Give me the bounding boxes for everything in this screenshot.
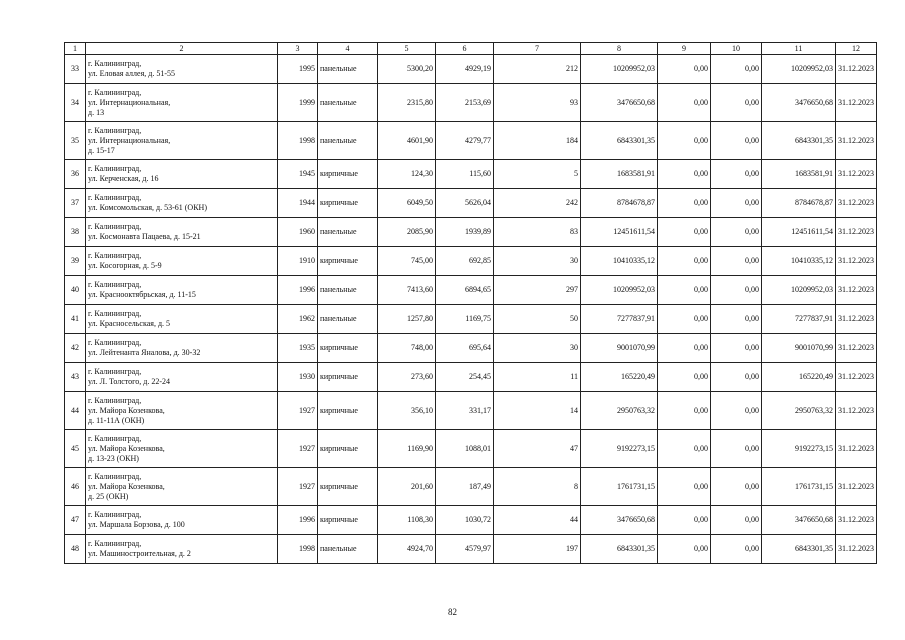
amount-cell: 9001070,99 [581,334,658,363]
count-cell: 8 [494,468,581,506]
table-body [65,55,877,564]
count-cell: 50 [494,305,581,334]
address-cell: г. Калининград, ул. Машиностроительная, д. 2 [86,535,278,564]
material-cell: кирпичные [318,430,378,468]
date-cell: 31.12.2023 [836,363,877,392]
row-number: 43 [65,363,86,392]
total-cell: 12451611,54 [762,218,836,247]
table-row [65,55,877,84]
value-10-cell: 0,00 [711,506,762,535]
area-total-cell: 745,00 [378,247,436,276]
address-cell: г. Калининград, ул. Керченская, д. 16 [86,160,278,189]
amount-cell: 10209952,03 [581,276,658,305]
amount-cell: 1761731,15 [581,468,658,506]
year-cell: 1935 [278,334,318,363]
count-cell: 197 [494,535,581,564]
column-header-3: 3 [278,43,318,55]
material-cell: кирпичные [318,468,378,506]
value-10-cell: 0,00 [711,430,762,468]
value-9-cell: 0,00 [658,189,711,218]
count-cell: 83 [494,218,581,247]
count-cell: 212 [494,55,581,84]
value-9-cell: 0,00 [658,84,711,122]
value-10-cell: 0,00 [711,535,762,564]
material-cell: панельные [318,84,378,122]
material-cell: кирпичные [318,334,378,363]
amount-cell: 10410335,12 [581,247,658,276]
count-cell: 30 [494,247,581,276]
value-10-cell: 0,00 [711,84,762,122]
address-cell: г. Калининград, ул. Интернациональная, д. 13 [86,84,278,122]
value-9-cell: 0,00 [658,334,711,363]
count-cell: 44 [494,506,581,535]
material-cell: панельные [318,55,378,84]
address-cell: г. Калининград, ул. Краснооктябрьская, д. 11-15 [86,276,278,305]
value-9-cell: 0,00 [658,506,711,535]
material-cell: кирпичные [318,363,378,392]
value-9-cell: 0,00 [658,468,711,506]
page-number: 82 [448,607,457,617]
row-number: 48 [65,535,86,564]
table-row [65,468,877,506]
area-living-cell: 692,85 [436,247,494,276]
table-header-row [65,43,877,55]
date-cell: 31.12.2023 [836,430,877,468]
column-header-10: 10 [711,43,762,55]
value-10-cell: 0,00 [711,189,762,218]
year-cell: 1945 [278,160,318,189]
area-living-cell: 1030,72 [436,506,494,535]
year-cell: 1999 [278,84,318,122]
year-cell: 1930 [278,363,318,392]
total-cell: 10209952,03 [762,276,836,305]
area-total-cell: 2085,90 [378,218,436,247]
total-cell: 10209952,03 [762,55,836,84]
year-cell: 1995 [278,55,318,84]
date-cell: 31.12.2023 [836,84,877,122]
material-cell: кирпичные [318,160,378,189]
year-cell: 1960 [278,218,318,247]
count-cell: 5 [494,160,581,189]
year-cell: 1927 [278,468,318,506]
total-cell: 10410335,12 [762,247,836,276]
value-10-cell: 0,00 [711,247,762,276]
area-total-cell: 1108,30 [378,506,436,535]
value-10-cell: 0,00 [711,276,762,305]
area-total-cell: 273,60 [378,363,436,392]
amount-cell: 6843301,35 [581,535,658,564]
total-cell: 3476650,68 [762,84,836,122]
material-cell: панельные [318,305,378,334]
total-cell: 6843301,35 [762,535,836,564]
material-cell: панельные [318,122,378,160]
amount-cell: 7277837,91 [581,305,658,334]
row-number: 40 [65,276,86,305]
material-cell: кирпичные [318,506,378,535]
address-cell: г. Калининград, ул. Красносельская, д. 5 [86,305,278,334]
date-cell: 31.12.2023 [836,535,877,564]
material-cell: панельные [318,535,378,564]
area-total-cell: 4601,90 [378,122,436,160]
year-cell: 1927 [278,430,318,468]
count-cell: 93 [494,84,581,122]
address-cell: г. Калининград, ул. Косогорная, д. 5-9 [86,247,278,276]
amount-cell: 9192273,15 [581,430,658,468]
address-cell: г. Калининград, ул. Комсомольская, д. 53-61 (ОКН) [86,189,278,218]
table-row [65,276,877,305]
table-row [65,84,877,122]
column-header-4: 4 [318,43,378,55]
row-number: 44 [65,392,86,430]
row-number: 42 [65,334,86,363]
material-cell: кирпичные [318,392,378,430]
value-10-cell: 0,00 [711,160,762,189]
table-row [65,247,877,276]
date-cell: 31.12.2023 [836,468,877,506]
total-cell: 6843301,35 [762,122,836,160]
address-cell: г. Калининград, ул. Космонавта Пацаева, д. 15-21 [86,218,278,247]
value-9-cell: 0,00 [658,247,711,276]
date-cell: 31.12.2023 [836,276,877,305]
count-cell: 11 [494,363,581,392]
count-cell: 30 [494,334,581,363]
value-10-cell: 0,00 [711,305,762,334]
total-cell: 7277837,91 [762,305,836,334]
year-cell: 1996 [278,506,318,535]
count-cell: 297 [494,276,581,305]
amount-cell: 6843301,35 [581,122,658,160]
count-cell: 242 [494,189,581,218]
amount-cell: 1683581,91 [581,160,658,189]
table-row [65,218,877,247]
area-total-cell: 2315,80 [378,84,436,122]
area-total-cell: 4924,70 [378,535,436,564]
value-10-cell: 0,00 [711,55,762,84]
total-cell: 2950763,32 [762,392,836,430]
year-cell: 1944 [278,189,318,218]
area-total-cell: 356,10 [378,392,436,430]
total-cell: 165220,49 [762,363,836,392]
amount-cell: 165220,49 [581,363,658,392]
value-10-cell: 0,00 [711,363,762,392]
area-living-cell: 187,49 [436,468,494,506]
column-header-6: 6 [436,43,494,55]
row-number: 39 [65,247,86,276]
material-cell: панельные [318,276,378,305]
row-number: 34 [65,84,86,122]
table-row [65,535,877,564]
area-living-cell: 6894,65 [436,276,494,305]
date-cell: 31.12.2023 [836,506,877,535]
date-cell: 31.12.2023 [836,334,877,363]
table-row [65,392,877,430]
row-number: 36 [65,160,86,189]
area-total-cell: 201,60 [378,468,436,506]
row-number: 38 [65,218,86,247]
address-cell: г. Калининград, ул. Майора Козенкова, д. 25 (ОКН) [86,468,278,506]
amount-cell: 2950763,32 [581,392,658,430]
area-total-cell: 124,30 [378,160,436,189]
material-cell: кирпичные [318,247,378,276]
area-living-cell: 1169,75 [436,305,494,334]
table-row [65,305,877,334]
amount-cell: 3476650,68 [581,506,658,535]
value-10-cell: 0,00 [711,468,762,506]
total-cell: 8784678,87 [762,189,836,218]
row-number: 37 [65,189,86,218]
row-number: 33 [65,55,86,84]
date-cell: 31.12.2023 [836,305,877,334]
table-row [65,430,877,468]
year-cell: 1998 [278,535,318,564]
table-row [65,506,877,535]
table-row [65,160,877,189]
area-total-cell: 5300,20 [378,55,436,84]
area-living-cell: 254,45 [436,363,494,392]
total-cell: 3476650,68 [762,506,836,535]
value-9-cell: 0,00 [658,305,711,334]
value-9-cell: 0,00 [658,392,711,430]
column-header-2: 2 [86,43,278,55]
column-header-1: 1 [65,43,86,55]
date-cell: 31.12.2023 [836,55,877,84]
total-cell: 9001070,99 [762,334,836,363]
total-cell: 1683581,91 [762,160,836,189]
value-9-cell: 0,00 [658,55,711,84]
amount-cell: 12451611,54 [581,218,658,247]
area-living-cell: 115,60 [436,160,494,189]
count-cell: 14 [494,392,581,430]
area-total-cell: 7413,60 [378,276,436,305]
date-cell: 31.12.2023 [836,160,877,189]
housing-table [64,42,877,564]
address-cell: г. Калининград, ул. Лейтенанта Яналова, д. 30-32 [86,334,278,363]
area-living-cell: 5626,04 [436,189,494,218]
area-living-cell: 4279,77 [436,122,494,160]
row-number: 45 [65,430,86,468]
address-cell: г. Калининград, ул. Майора Козенкова, д. 13-23 (ОКН) [86,430,278,468]
value-9-cell: 0,00 [658,363,711,392]
column-header-12: 12 [836,43,877,55]
date-cell: 31.12.2023 [836,122,877,160]
date-cell: 31.12.2023 [836,247,877,276]
value-10-cell: 0,00 [711,218,762,247]
count-cell: 47 [494,430,581,468]
area-total-cell: 748,00 [378,334,436,363]
column-header-11: 11 [762,43,836,55]
year-cell: 1962 [278,305,318,334]
column-header-8: 8 [581,43,658,55]
material-cell: панельные [318,218,378,247]
row-number: 46 [65,468,86,506]
value-9-cell: 0,00 [658,430,711,468]
count-cell: 184 [494,122,581,160]
material-cell: кирпичные [318,189,378,218]
amount-cell: 8784678,87 [581,189,658,218]
year-cell: 1998 [278,122,318,160]
date-cell: 31.12.2023 [836,189,877,218]
value-9-cell: 0,00 [658,218,711,247]
total-cell: 1761731,15 [762,468,836,506]
row-number: 35 [65,122,86,160]
address-cell: г. Калининград, ул. Майора Козенкова, д. 11-11А (ОКН) [86,392,278,430]
address-cell: г. Калининград, ул. Л. Толстого, д. 22-24 [86,363,278,392]
row-number: 47 [65,506,86,535]
area-living-cell: 1939,89 [436,218,494,247]
area-living-cell: 2153,69 [436,84,494,122]
area-living-cell: 4929,19 [436,55,494,84]
value-9-cell: 0,00 [658,276,711,305]
area-living-cell: 331,17 [436,392,494,430]
value-10-cell: 0,00 [711,334,762,363]
value-10-cell: 0,00 [711,392,762,430]
area-living-cell: 1088,01 [436,430,494,468]
area-total-cell: 1257,80 [378,305,436,334]
table-row [65,363,877,392]
date-cell: 31.12.2023 [836,218,877,247]
row-number: 41 [65,305,86,334]
value-9-cell: 0,00 [658,535,711,564]
amount-cell: 3476650,68 [581,84,658,122]
address-cell: г. Калининград, ул. Интернациональная, д. 15-17 [86,122,278,160]
value-9-cell: 0,00 [658,122,711,160]
table-row [65,122,877,160]
column-header-5: 5 [378,43,436,55]
value-10-cell: 0,00 [711,122,762,160]
value-9-cell: 0,00 [658,160,711,189]
total-cell: 9192273,15 [762,430,836,468]
area-living-cell: 4579,97 [436,535,494,564]
year-cell: 1996 [278,276,318,305]
table-row [65,334,877,363]
year-cell: 1927 [278,392,318,430]
date-cell: 31.12.2023 [836,392,877,430]
table-row [65,189,877,218]
address-cell: г. Калининград, ул. Еловая аллея, д. 51-55 [86,55,278,84]
address-cell: г. Калининград, ул. Маршала Борзова, д. 100 [86,506,278,535]
year-cell: 1910 [278,247,318,276]
area-total-cell: 1169,90 [378,430,436,468]
area-total-cell: 6049,50 [378,189,436,218]
amount-cell: 10209952,03 [581,55,658,84]
column-header-7: 7 [494,43,581,55]
area-living-cell: 695,64 [436,334,494,363]
column-header-9: 9 [658,43,711,55]
